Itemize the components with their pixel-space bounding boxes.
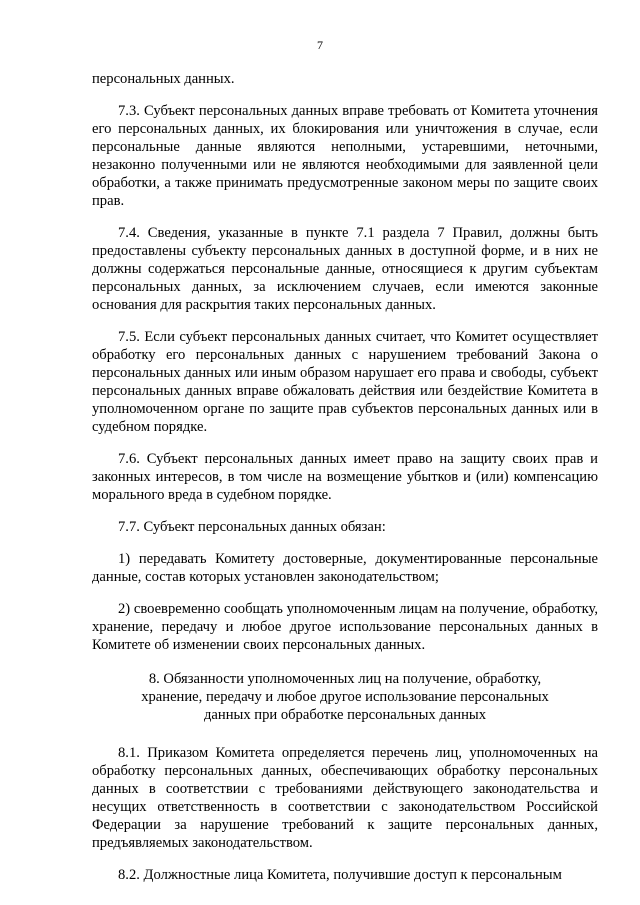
paragraph-8-1: 8.1. Приказом Комитета определяется перечень лиц, уполномоченных на обработку персональных данных, обеспечивающих обработку персональных данных в соответствии с требованиями действующего законодательства и несущих ответственность в соответствии с законодательством Российской Федерации за нарушение требований к защите персональных данных, предъявляемых законодательством.	[92, 745, 598, 851]
section-8-heading	[132, 670, 558, 724]
paragraph-7-7-item-2: 2) своевременно сообщать уполномоченным лицам на получение, обработку, хранение, передачу и любое другое использование персональных данных в Комитете об изменении своих персональных данных.	[92, 601, 598, 653]
paragraph-7-4: 7.4. Сведения, указанные в пункте 7.1 раздела 7 Правил, должны быть предоставлены субъекту персональных данных в доступной форме, и в них не должны содержаться персональные данные, относящиеся к другим субъектам персональных данных, за исключением случаев, если имеются законные основания для раскрытия таких персональных данных.	[92, 225, 598, 313]
paragraph-7-6: 7.6. Субъект персональных данных имеет право на защиту своих прав и законных интересов, в том числе на возмещение убытков и (или) компенсацию морального вреда в судебном порядке.	[92, 451, 598, 503]
paragraph-7-5: 7.5. Если субъект персональных данных считает, что Комитет осуществляет обработку его персональных данных с нарушением требований Закона о персональных данных или иным образом нарушает его права и свободы, субъект персональных данных вправе обжаловать действия или бездействие Комитета в уполномоченном органе по защите прав субъектов персональных данных или в судебном порядке.	[92, 329, 598, 435]
page-number: 7	[317, 38, 323, 52]
section-8-heading-line-3: данных при обработке персональных данных	[204, 707, 486, 723]
section-8-heading-line-1: 8. Обязанности уполномоченных лиц на получение, обработку,	[148, 671, 542, 687]
paragraph-7-7-item-1: 1) передавать Комитету достоверные, документированные персональные данные, состав которых установлен законодательством;	[92, 551, 598, 585]
paragraph-7-3: 7.3. Субъект персональных данных вправе требовать от Комитета уточнения его персональных данных, их блокирования или уничтожения в случае, если персональные данные являются неполными, устаревшими, неточными, незаконно полученными или не являются необходимыми для заявленной цели обработки, а также принимать предусмотренные законом меры по защите своих прав.	[92, 103, 598, 209]
section-8-heading-line-2: хранение, передачу и любое другое использование персональных	[141, 689, 549, 705]
document-body	[92, 70, 598, 884]
paragraph-8-2: 8.2. Должностные лица Комитета, получившие доступ к персональным	[118, 867, 562, 883]
paragraph-7-7: 7.7. Субъект персональных данных обязан:	[118, 519, 386, 535]
continuation-text: персональных данных.	[92, 71, 235, 87]
